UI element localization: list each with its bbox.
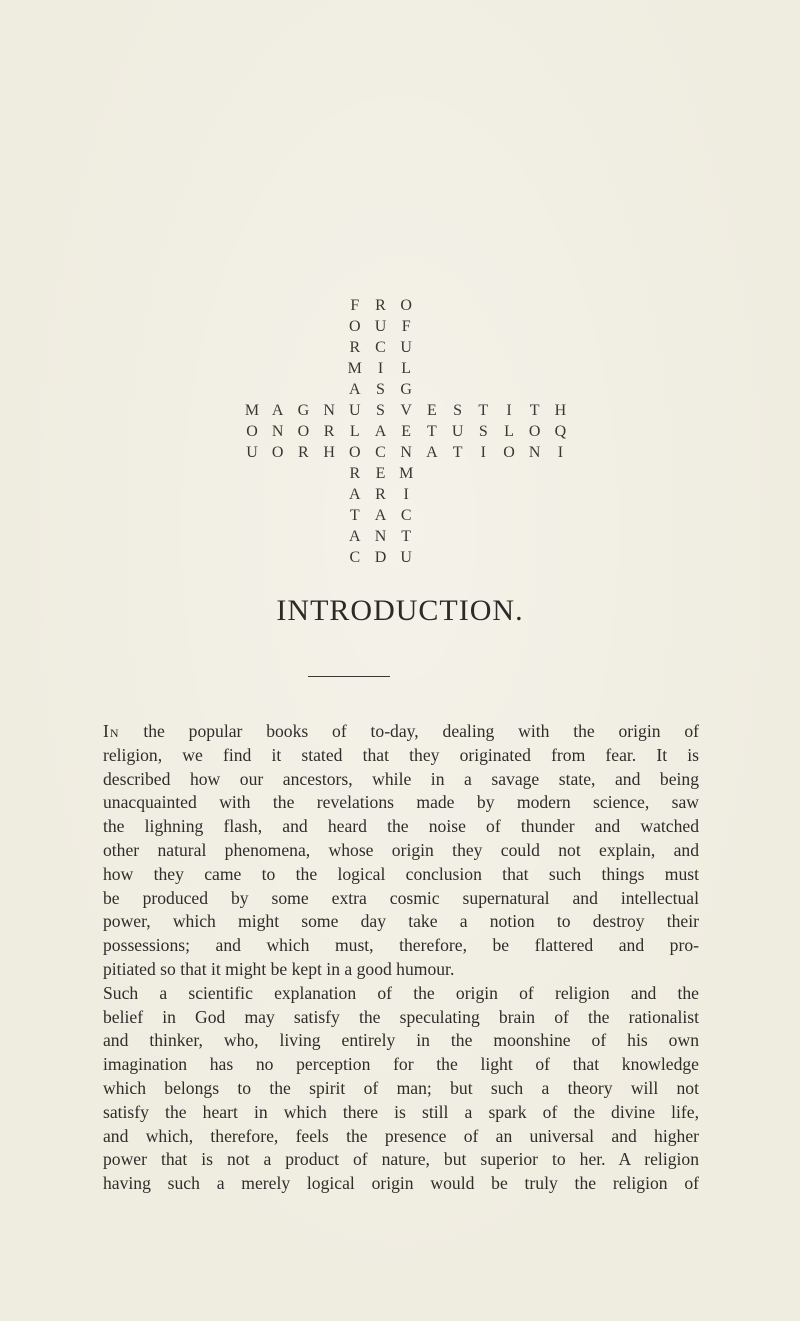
monogram-letter: R xyxy=(375,486,386,503)
monogram-letter: U xyxy=(451,423,464,440)
text-line: belief in God may satisfy the speculating brain of the rationalist xyxy=(103,1006,699,1027)
text-line: be produced by some extra cosmic supernatural and intellectual xyxy=(103,887,699,908)
monogram-letter: D xyxy=(374,549,387,566)
monogram-letter: A xyxy=(426,444,438,461)
monogram-letter: E xyxy=(401,423,412,440)
text-line: and which, therefore, feels the presence of an universal and higher xyxy=(103,1125,699,1146)
text-line: described how our ancestors, while in a savage state, and being xyxy=(103,768,699,789)
monogram-letter: U xyxy=(400,549,412,566)
monogram-letter: R xyxy=(375,297,386,314)
monogram-letter: I xyxy=(557,444,564,461)
monogram-row xyxy=(0,316,800,338)
monogram-letter: S xyxy=(453,402,463,419)
monogram-letter: T xyxy=(401,528,412,545)
monogram-letter: N xyxy=(528,444,541,461)
monogram-letter: T xyxy=(349,507,360,524)
monogram-row xyxy=(0,400,800,422)
monogram-letter: G xyxy=(297,402,310,419)
monogram-letter: L xyxy=(401,360,412,377)
line-text: the popular books of to-day, dealing with the origin of xyxy=(119,721,699,741)
monogram-letter: L xyxy=(504,423,514,440)
monogram-letter: T xyxy=(529,402,540,419)
monogram-letter: R xyxy=(349,465,361,482)
monogram-letter: C xyxy=(349,549,361,566)
monogram-letter: H xyxy=(323,444,335,461)
monogram-letter: A xyxy=(349,486,361,503)
monogram-row xyxy=(0,358,800,380)
monogram-letter: Q xyxy=(554,423,567,440)
monogram-letter: C xyxy=(400,507,412,524)
text-line: possessions; and which must, therefore, be flattered and pro- xyxy=(103,935,699,956)
monogram-letter: U xyxy=(349,402,361,419)
monogram-row xyxy=(0,337,800,359)
monogram-letter: A xyxy=(349,528,361,545)
text-line: having such a merely logical origin would be truly the religion of xyxy=(103,1173,699,1194)
monogram-letter: O xyxy=(297,423,310,440)
text-line: power, which might some day take a notion to destroy their xyxy=(103,911,699,932)
monogram-letter: O xyxy=(271,444,284,461)
monogram-letter: G xyxy=(400,381,412,398)
monogram-letter: C xyxy=(375,339,386,356)
monogram-letter: V xyxy=(400,402,412,419)
text-line: power that is not a product of nature, but superior to her. A religion xyxy=(103,1149,699,1170)
monogram-letter: N xyxy=(323,402,335,419)
text-line: and thinker, who, living entirely in the moonshine of his own xyxy=(103,1030,699,1051)
monogram-letter: A xyxy=(271,402,284,419)
letter-cross-monogram xyxy=(0,295,800,575)
monogram-letter: O xyxy=(528,423,541,440)
monogram-letter: N xyxy=(400,444,412,461)
monogram-letter: S xyxy=(376,381,385,398)
monogram-row xyxy=(0,379,800,401)
text-line: the lighning flash, and heard the noise of thunder and watched xyxy=(103,816,699,837)
chapter-title: INTRODUCTION. xyxy=(276,594,524,627)
opening-word: In xyxy=(103,721,120,741)
monogram-letter: I xyxy=(377,360,384,377)
monogram-letter: O xyxy=(400,297,412,314)
monogram-letter: T xyxy=(478,402,489,419)
monogram-letter: R xyxy=(298,444,309,461)
monogram-letter: U xyxy=(374,318,387,335)
monogram-row xyxy=(0,463,800,485)
monogram-row xyxy=(0,526,800,548)
monogram-letter: R xyxy=(349,339,361,356)
monogram-letter: O xyxy=(246,423,258,440)
monogram-letter: T xyxy=(452,444,463,461)
monogram-letter: A xyxy=(374,423,387,440)
monogram-letter: L xyxy=(349,423,360,440)
monogram-letter: M xyxy=(347,360,362,377)
text-line: imagination has no perception for the light of that knowledge xyxy=(103,1054,699,1075)
text-line: how they came to the logical conclusion that such things must xyxy=(103,863,699,884)
monogram-row xyxy=(0,421,800,443)
monogram-letter: M xyxy=(244,402,260,419)
monogram-row xyxy=(0,442,800,464)
monogram-letter: O xyxy=(349,318,361,335)
text-line: which belongs to the spirit of man; but such a theory will not xyxy=(103,1077,699,1098)
monogram-letter: A xyxy=(349,381,361,398)
monogram-row xyxy=(0,547,800,569)
monogram-letter: C xyxy=(375,444,386,461)
text-line: Such a scientific explanation of the origin of religion and the xyxy=(103,982,699,1003)
text-line: unacquainted with the revelations made by modern science, saw xyxy=(103,792,699,813)
monogram-letter: F xyxy=(401,318,411,335)
monogram-letter: O xyxy=(503,444,515,461)
monogram-letter: A xyxy=(374,507,387,524)
monogram-letter: F xyxy=(350,297,360,314)
monogram-letter: T xyxy=(427,423,437,440)
monogram-letter: E xyxy=(427,402,437,419)
text-line: other natural phenomena, whose origin they could not explain, and xyxy=(103,839,699,860)
monogram-letter: O xyxy=(349,444,361,461)
monogram-row xyxy=(0,505,800,527)
monogram-letter: I xyxy=(480,444,486,461)
monogram-letter: N xyxy=(374,528,387,545)
text-line: religion, we find it stated that they originated from fear. It is xyxy=(103,744,699,765)
monogram-letter: U xyxy=(246,444,258,461)
monogram-row xyxy=(0,484,800,506)
monogram-letter: I xyxy=(506,402,512,419)
monogram-letter: H xyxy=(554,402,567,419)
monogram-letter: E xyxy=(375,465,386,482)
title-divider xyxy=(308,676,390,677)
monogram-letter: S xyxy=(376,402,385,419)
monogram-row xyxy=(0,295,800,317)
monogram-letter: M xyxy=(399,465,414,482)
monogram-letter: I xyxy=(403,486,409,503)
text-line: pitiated so that it might be kept in a good humour. xyxy=(103,958,455,979)
monogram-letter: R xyxy=(323,423,335,440)
text-line xyxy=(103,720,699,744)
monogram-letter: S xyxy=(478,423,488,440)
monogram-letter: N xyxy=(271,423,284,440)
monogram-letter: U xyxy=(400,339,412,356)
body-paragraph xyxy=(103,720,699,1196)
text-line: satisfy the heart in which there is still a spark of the divine life, xyxy=(103,1101,699,1122)
